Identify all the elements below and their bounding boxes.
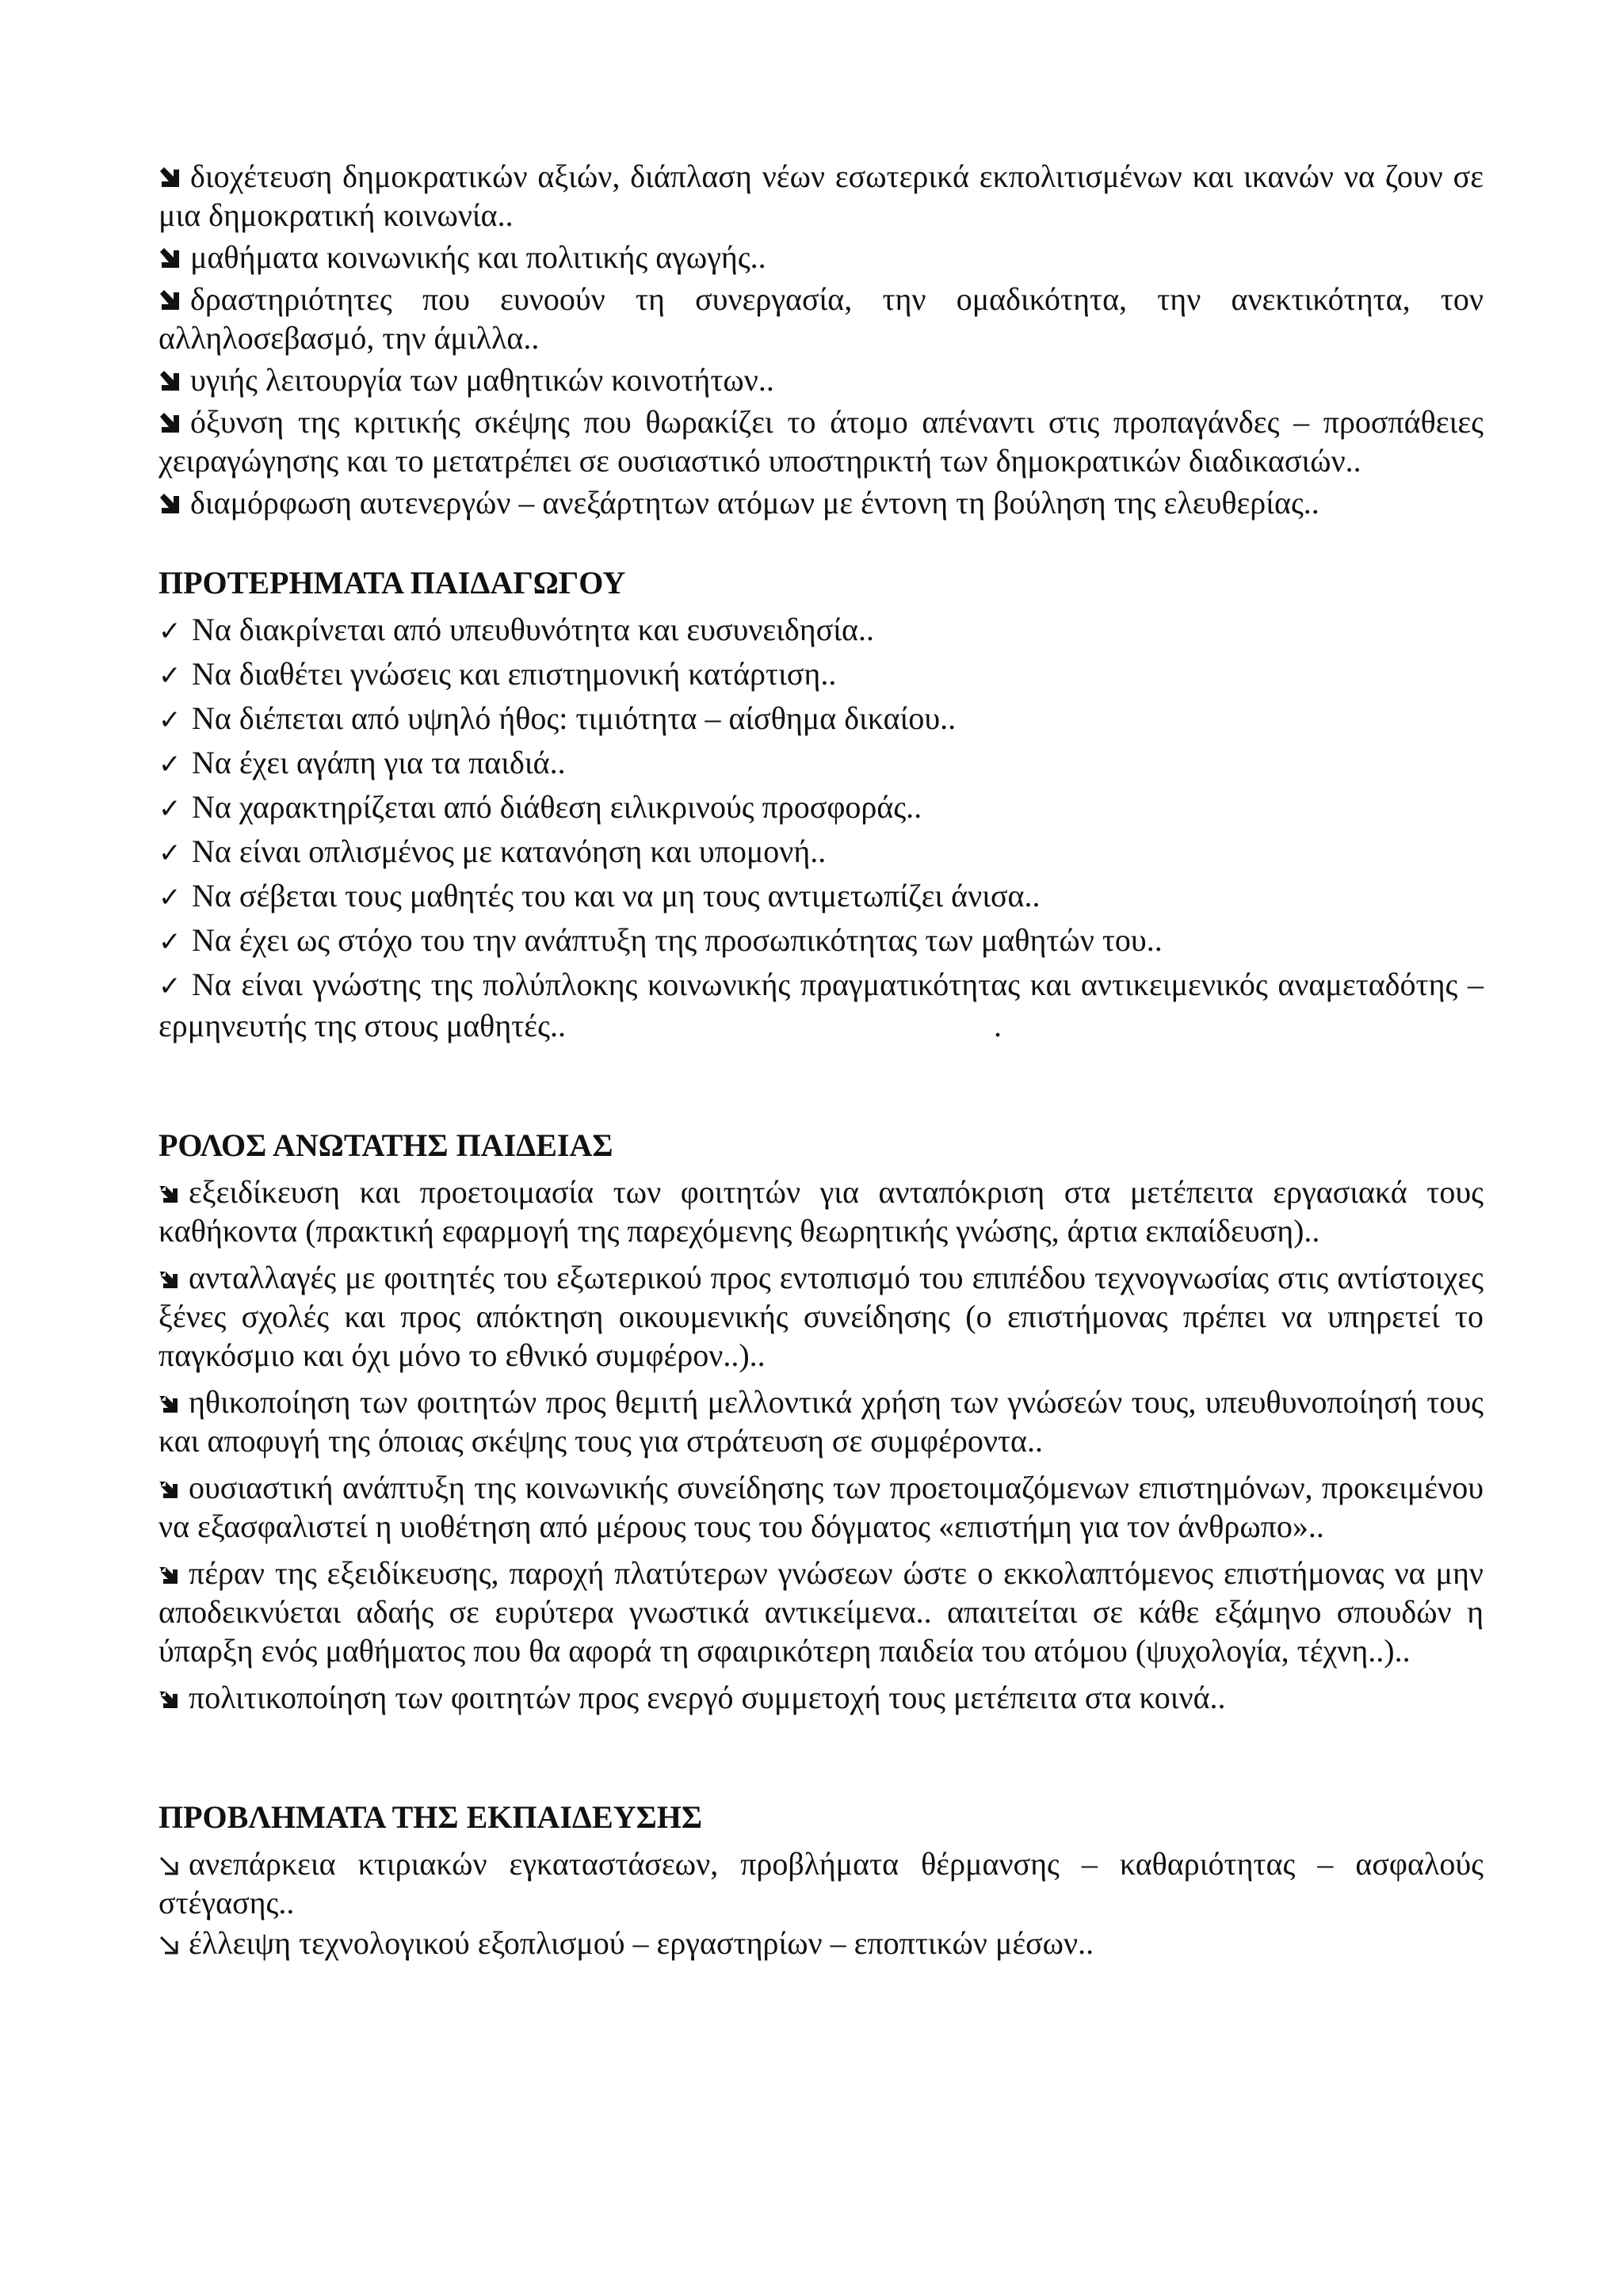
list-item xyxy=(158,788,1484,829)
bold-arrow-down-right-icon xyxy=(158,493,181,515)
list-item xyxy=(158,876,1484,917)
list-item xyxy=(158,699,1484,740)
item-text: διαμόρφωση αυτενεργών – ανεξάρτητων ατόμων με έντονη τη βούληση της ελευθερίας.. xyxy=(190,485,1319,521)
item-text: εξειδίκευση και προετοιμασία των φοιτητών για ανταπόκριση στα μετέπειτα εργασιακά τους καθήκοντα (πρακτική εφαρμογή της παρεχόμενης θεωρητικής γνώσης, άρτια εκπαίδευση).. xyxy=(158,1174,1484,1249)
section-heading: ΠΡΟΒΛΗΜΑΤΑ ΤΗΣ ΕΚΠΑΙΔΕΥΣΗΣ xyxy=(158,1799,702,1835)
list-item xyxy=(158,157,1484,235)
check-mark-icon: ✓ xyxy=(158,837,181,869)
check-mark-icon: ✓ xyxy=(158,749,181,780)
item-text: Να είναι οπλισμένος με κατανόηση και υπομονή.. xyxy=(192,833,827,869)
bold-arrow-down-right-icon xyxy=(158,370,181,392)
teacher-qualities-section xyxy=(158,563,1484,1045)
item-text: ουσιαστική ανάπτυξη της κοινωνικής συνείδησης των προετοιμαζόμενων επιστημόνων, προκειμένου να εξασφαλιστεί η υιοθέτηση από μέρους τους του δόγματος «επιστήμη για τον άνθρωπο».. xyxy=(158,1470,1484,1544)
notched-arrow-down-right-icon xyxy=(158,1184,179,1204)
check-mark-icon: ✓ xyxy=(158,704,181,736)
list-item xyxy=(158,1258,1484,1375)
bold-arrow-down-right-icon xyxy=(158,289,181,311)
check-mark-icon: ✓ xyxy=(158,793,181,825)
item-text: δραστηριότητες που ευνοούν τη συνεργασία, την ομαδικότητα, την ανεκτικότητα, τον αλληλοσεβασμό, την άμιλλα.. xyxy=(158,281,1484,356)
item-text: υγιής λειτουργία των μαθητικών κοινοτήτων.. xyxy=(190,362,774,398)
check-mark-icon: ✓ xyxy=(158,882,181,913)
item-text: όξυνση της κριτικής σκέψης που θωρακίζει το άτομο απέναντι στις προπαγάνδες – προσπάθειες χειραγώγησης και το μετατρέπει σε ουσιαστικό υποστηρικτή των δημοκρατικών διαδικασιών.. xyxy=(158,404,1484,479)
list-item xyxy=(158,238,1484,277)
item-text: πέραν της εξειδίκευσης, παροχή πλατύτερων γνώσεων ώστε ο εκκολαπτόμενος επιστήμονας να μην αποδεικνύεται αδαής σε ευρύτερα γνωστικά αντικείμενα.. απαιτείται σε κάθε εξάμηνο σπουδών η ύπαρξη ενός μαθήματος που θα αφορά τη σφαιρικότερη παιδεία του ατόμου (ψυχολογία, τέχνη..).. xyxy=(158,1555,1484,1669)
higher-education-section xyxy=(158,1126,1484,1717)
item-text: Να χαρακτηρίζεται από διάθεση ειλικρινούς προσφοράς.. xyxy=(192,789,922,825)
section-heading: ΠΡΟΤΕΡΗΜΑΤΑ ΠΑΙΔΑΓΩΓΟΥ xyxy=(158,565,626,601)
bold-arrow-down-right-icon xyxy=(158,247,181,269)
list-item xyxy=(158,610,1484,651)
list-item xyxy=(158,965,1484,1045)
item-text: ηθικοποίηση των φοιτητών προς θεμιτή μελλοντικά χρήση των γνώσεών τους, υπευθυνοποίησή τους και αποφυγή της όποιας σκέψης τους για στράτευση σε συμφέροντα.. xyxy=(158,1384,1484,1459)
list-item xyxy=(158,1383,1484,1460)
notched-arrow-down-right-icon xyxy=(158,1394,179,1414)
list-item xyxy=(158,1554,1484,1670)
item-text: Να διέπεται από υψηλό ήθος: τιμιότητα – αίσθημα δικαίου.. xyxy=(192,700,957,736)
list-item xyxy=(158,402,1484,480)
list-item xyxy=(158,280,1484,357)
list-item xyxy=(158,1924,1484,1962)
list-item xyxy=(158,1678,1484,1717)
education-problems-section xyxy=(158,1798,1484,1962)
list-item xyxy=(158,1468,1484,1546)
check-mark-icon: ✓ xyxy=(158,971,181,1002)
trailing-dot: . xyxy=(993,1008,1002,1043)
notched-arrow-down-right-icon xyxy=(158,1269,179,1290)
item-text: Να διαθέτει γνώσεις και επιστημονική κατάρτιση.. xyxy=(192,656,837,692)
item-text: ανεπάρκεια κτιριακών εγκαταστάσεων, προβλήματα θέρμανσης – καθαριότητας – ασφαλούς στέγασης.. xyxy=(158,1846,1484,1920)
thin-arrow-down-right-icon xyxy=(158,1855,179,1876)
item-text: Να έχει αγάπη για τα παιδιά.. xyxy=(192,745,566,780)
section-heading: ΡΟΛΟΣ ΑΝΩΤΑΤΗΣ ΠΑΙΔΕΙΑΣ xyxy=(158,1127,613,1163)
bold-arrow-down-right-icon xyxy=(158,166,181,189)
check-mark-icon: ✓ xyxy=(158,660,181,692)
notched-arrow-down-right-icon xyxy=(158,1565,179,1585)
item-text: ανταλλαγές με φοιτητές του εξωτερικού προς εντοπισμό του επιπέδου τεχνογνωσίας στις αντίστοιχες ξένες σχολές και προς απόκτηση οικουμενικής συνείδησης (ο επιστήμονας πρέπει να υπηρετεί το παγκόσμιο και όχι μόνο το εθνικό συμφέρον..).. xyxy=(158,1260,1484,1373)
item-text: Να διακρίνεται από υπευθυνότητα και ευσυνειδησία.. xyxy=(192,612,874,647)
item-text: έλλειψη τεχνολογικού εξοπλισμού – εργαστηρίων – εποπτικών μέσων.. xyxy=(189,1925,1094,1961)
notched-arrow-down-right-icon xyxy=(158,1689,179,1710)
item-text: Να έχει ως στόχο του την ανάπτυξη της προσωπικότητας των μαθητών του.. xyxy=(192,922,1163,958)
bold-arrow-down-right-icon xyxy=(158,412,181,434)
list-item xyxy=(158,1173,1484,1250)
thin-arrow-down-right-icon xyxy=(158,1935,179,1955)
list-item xyxy=(158,483,1484,522)
list-item xyxy=(158,832,1484,873)
check-mark-icon: ✓ xyxy=(158,926,181,958)
list-item xyxy=(158,921,1484,962)
list-item xyxy=(158,360,1484,399)
item-text: Να είναι γνώστης της πολύπλοκης κοινωνικής πραγματικότητας και αντικειμενικός αναμεταδότης – ερμηνευτής της στους μαθητές.. xyxy=(158,967,1484,1043)
list-item xyxy=(158,1844,1484,1922)
item-text: διοχέτευση δημοκρατικών αξιών, διάπλαση νέων εσωτερικά εκπολιτισμένων και ικανών να ζουν σε μια δημοκρατική κοινωνία.. xyxy=(158,158,1484,233)
notched-arrow-down-right-icon xyxy=(158,1479,179,1500)
democratic-values-section xyxy=(158,157,1484,522)
list-item xyxy=(158,743,1484,784)
item-text: μαθήματα κοινωνικής και πολιτικής αγωγής.. xyxy=(190,239,766,275)
check-mark-icon: ✓ xyxy=(158,616,181,647)
document-page xyxy=(158,157,1484,1964)
list-item xyxy=(158,654,1484,696)
item-text: πολιτικοποίηση των φοιτητών προς ενεργό συμμετοχή τους μετέπειτα στα κοινά.. xyxy=(189,1680,1226,1715)
item-text: Να σέβεται τους μαθητές του και να μη τους αντιμετωπίζει άνισα.. xyxy=(192,878,1041,913)
